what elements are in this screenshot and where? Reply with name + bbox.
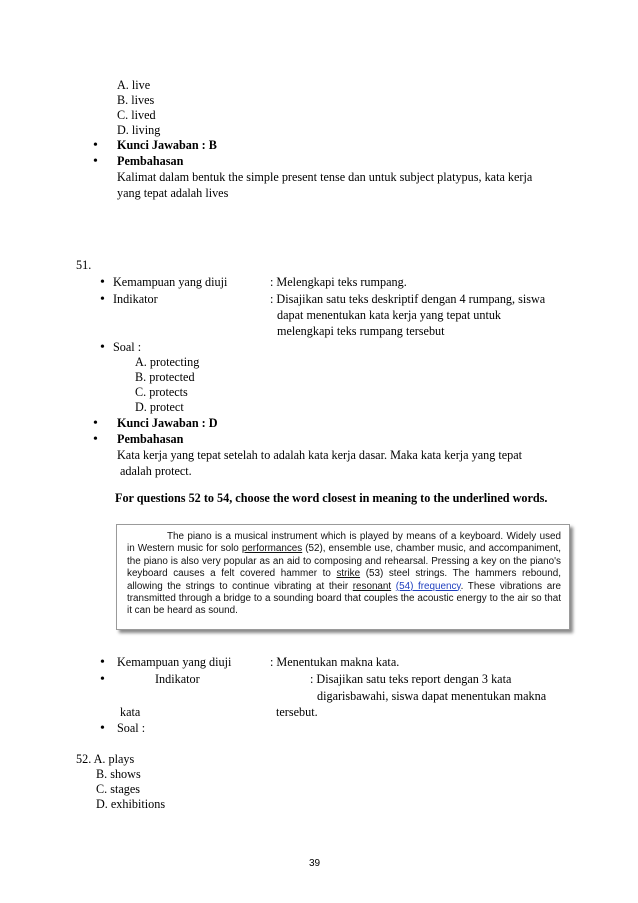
q51-pembahasan-label: Pembahasan [117, 432, 184, 446]
q51-option-b: B. protected [135, 370, 195, 384]
q51-option-c: C. protects [135, 385, 188, 399]
q51-soal-label: Soal : [113, 340, 142, 354]
q51-kunci: Kunci Jawaban : D [117, 416, 218, 430]
q51-kemampuan-value: : Melengkapi teks rumpang. [270, 275, 407, 289]
bullet-icon [93, 138, 98, 153]
q51-option-a: A. protecting [135, 355, 200, 369]
q50-kunci: Kunci Jawaban : B [117, 138, 217, 152]
q52-kemampuan-label: Kemampuan yang diuji [117, 655, 232, 669]
q51-kemampuan-label: Kemampuan yang diuji [113, 275, 228, 289]
q52-indikator-line-2: digarisbawahi, siswa dapat menentukan makna [317, 689, 547, 703]
instruction-text: For questions 52 to 54, choose the word closest in meaning to the underlined words. [115, 491, 548, 505]
q50-option-b: B. lives [117, 93, 155, 107]
q50-option-c: C. lived [117, 108, 156, 122]
q50-option-a: A. live [117, 78, 151, 92]
q50-option-d: D. living [117, 123, 161, 137]
q52-option-d: D. exhibitions [96, 797, 166, 811]
q52-soal-label: Soal : [117, 721, 146, 735]
q52-kemampuan-value: : Menentukan makna kata. [270, 655, 400, 669]
bullet-icon [93, 416, 98, 431]
q50-pembahasan-label: Pembahasan [117, 154, 184, 168]
passage-text: (53) steel strings. The hammers rebound, allowing the strings to continue vibrating at their [127, 568, 561, 592]
q51-indikator-line-3: melengkapi teks rumpang tersebut [277, 324, 445, 338]
q52-kata: kata [120, 705, 141, 719]
passage-text: . These vibrations are transmitted through a bridge to a sounding board that couples the acoustic energy to the air so that it can be heard as sound. [127, 580, 561, 617]
bullet-icon [100, 672, 105, 687]
q51-number: 51. [76, 258, 92, 272]
passage-paragraph [127, 531, 561, 618]
q51-indikator-label: Indikator [113, 292, 158, 306]
q50-pembahasan-line-2: yang tepat adalah lives [117, 186, 229, 200]
q52-indikator-line-1: : Disajikan satu teks report dengan 3 kata [310, 672, 512, 686]
q52-option-b: B. shows [96, 767, 141, 781]
q52-indikator-label: Indikator [155, 672, 200, 686]
q52-option-c: C. stages [96, 782, 141, 796]
q51-indikator-line-1: : Disajikan satu teks deskriptif dengan 4 rumpang, siswa [270, 292, 546, 306]
bullet-icon [100, 340, 105, 355]
passage-text: The piano is a musical instrument which is played by means of a keyboard. Widely used in Western music for solo [127, 531, 561, 555]
bullet-icon [93, 432, 98, 447]
bullet-icon [100, 655, 105, 670]
q50-pembahasan-line-1: Kalimat dalam bentuk the simple present tense dan untuk subject platypus, kata kerja [117, 170, 533, 184]
bullet-icon [100, 292, 105, 307]
bullet-icon [93, 154, 98, 169]
reading-passage-box [116, 524, 570, 630]
q51-pembahasan-line-2: adalah protect. [120, 464, 192, 478]
q51-indikator-line-2: dapat menentukan kata kerja yang tepat untuk [277, 308, 502, 322]
underlined-word-54: resonant [352, 580, 392, 592]
q51-pembahasan-line-1: Kata kerja yang tepat setelah to adalah kata kerja dasar. Maka kata kerja yang tepat [117, 448, 523, 462]
q52-tersebut: tersebut. [276, 705, 318, 719]
q51-option-d: D. protect [135, 400, 184, 414]
bullet-icon [100, 721, 105, 736]
passage-text: (52), ensemble use, chamber music, and accompaniment, the piano is also very popular as an aid to composing and rehearsal. Pressing a key on the piano's keyboard causes a felt covered hammer to [127, 543, 561, 580]
underlined-word-52: performances [241, 543, 303, 555]
bullet-icon [100, 275, 105, 290]
page-number: 39 [309, 858, 321, 869]
underlined-word-54-number: (54) frequency [395, 580, 461, 592]
q52-option-a: 52. A. plays [76, 752, 135, 766]
underlined-word-53: strike [336, 568, 361, 580]
